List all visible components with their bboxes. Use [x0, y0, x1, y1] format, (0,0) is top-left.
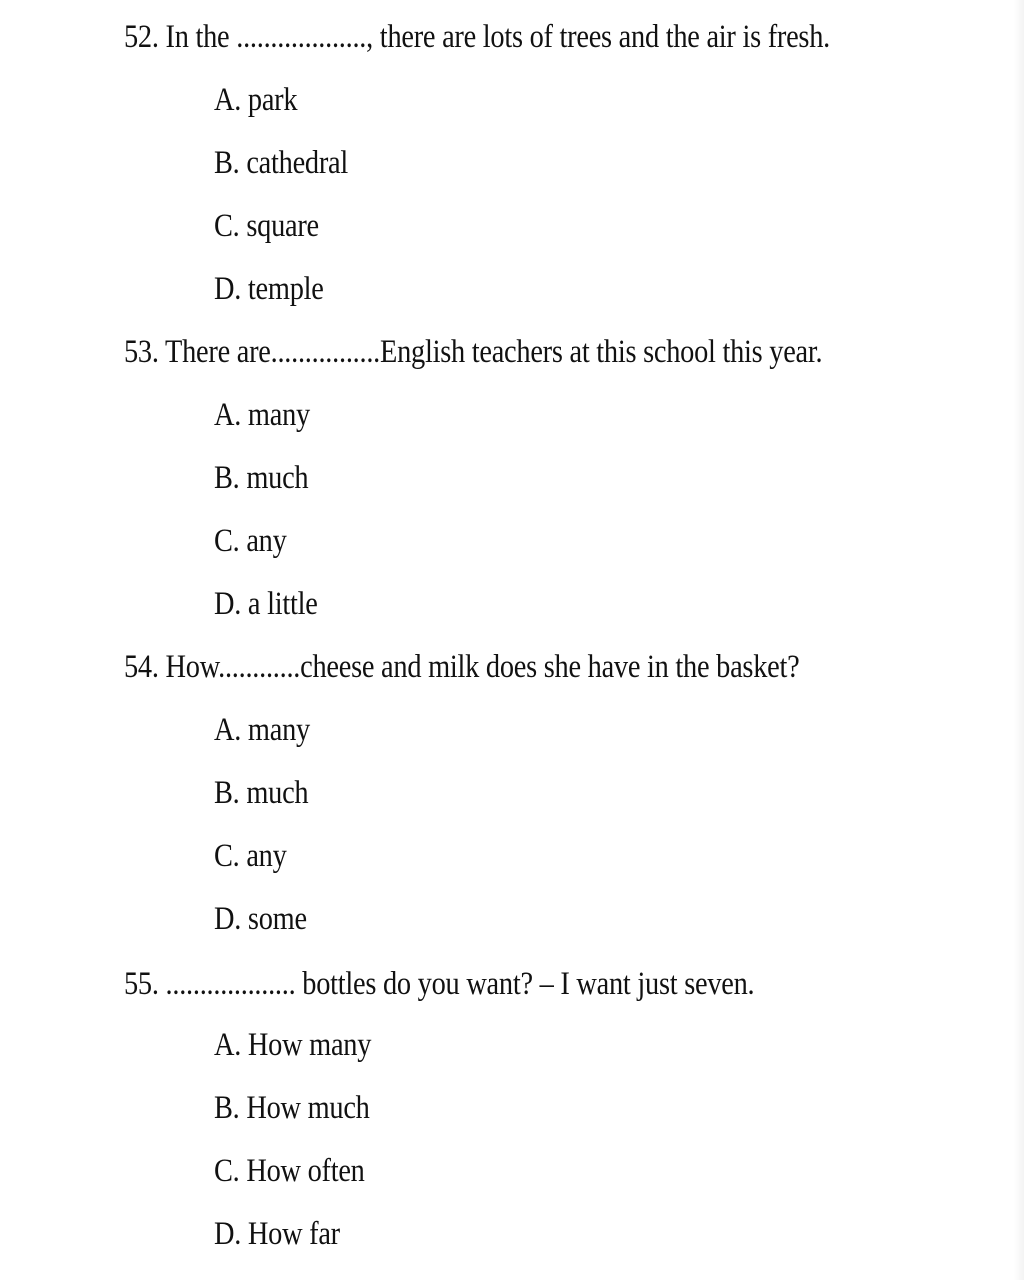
option-d: D. a little [214, 586, 318, 622]
option-b: B. cathedral [214, 145, 349, 181]
option-a: A. many [214, 397, 310, 433]
question-stem: 54. How............cheese and milk does she have in the basket? [124, 649, 800, 685]
option-d: D. temple [214, 271, 324, 307]
option-c: C. any [214, 838, 287, 874]
option-c: C. square [214, 208, 319, 244]
option-c: C. any [214, 523, 287, 559]
option-d: D. How far [214, 1216, 340, 1252]
question-stem: 52. In the ..................., there are lots of trees and the air is fresh. [124, 19, 830, 55]
option-b: B. much [214, 460, 309, 496]
option-a: A. many [214, 712, 310, 748]
option-c: C. How often [214, 1153, 365, 1189]
option-a: A. park [214, 82, 298, 118]
option-b: B. much [214, 775, 309, 811]
option-b: B. How much [214, 1090, 370, 1126]
page-edge-shadow [1014, 0, 1024, 1280]
option-a: A. How many [214, 1027, 372, 1063]
option-d: D. some [214, 901, 307, 937]
question-stem: 55. ................... bottles do you want? – I want just seven. [124, 966, 755, 1002]
question-stem: 53. There are................English teachers at this school this year. [124, 334, 823, 370]
